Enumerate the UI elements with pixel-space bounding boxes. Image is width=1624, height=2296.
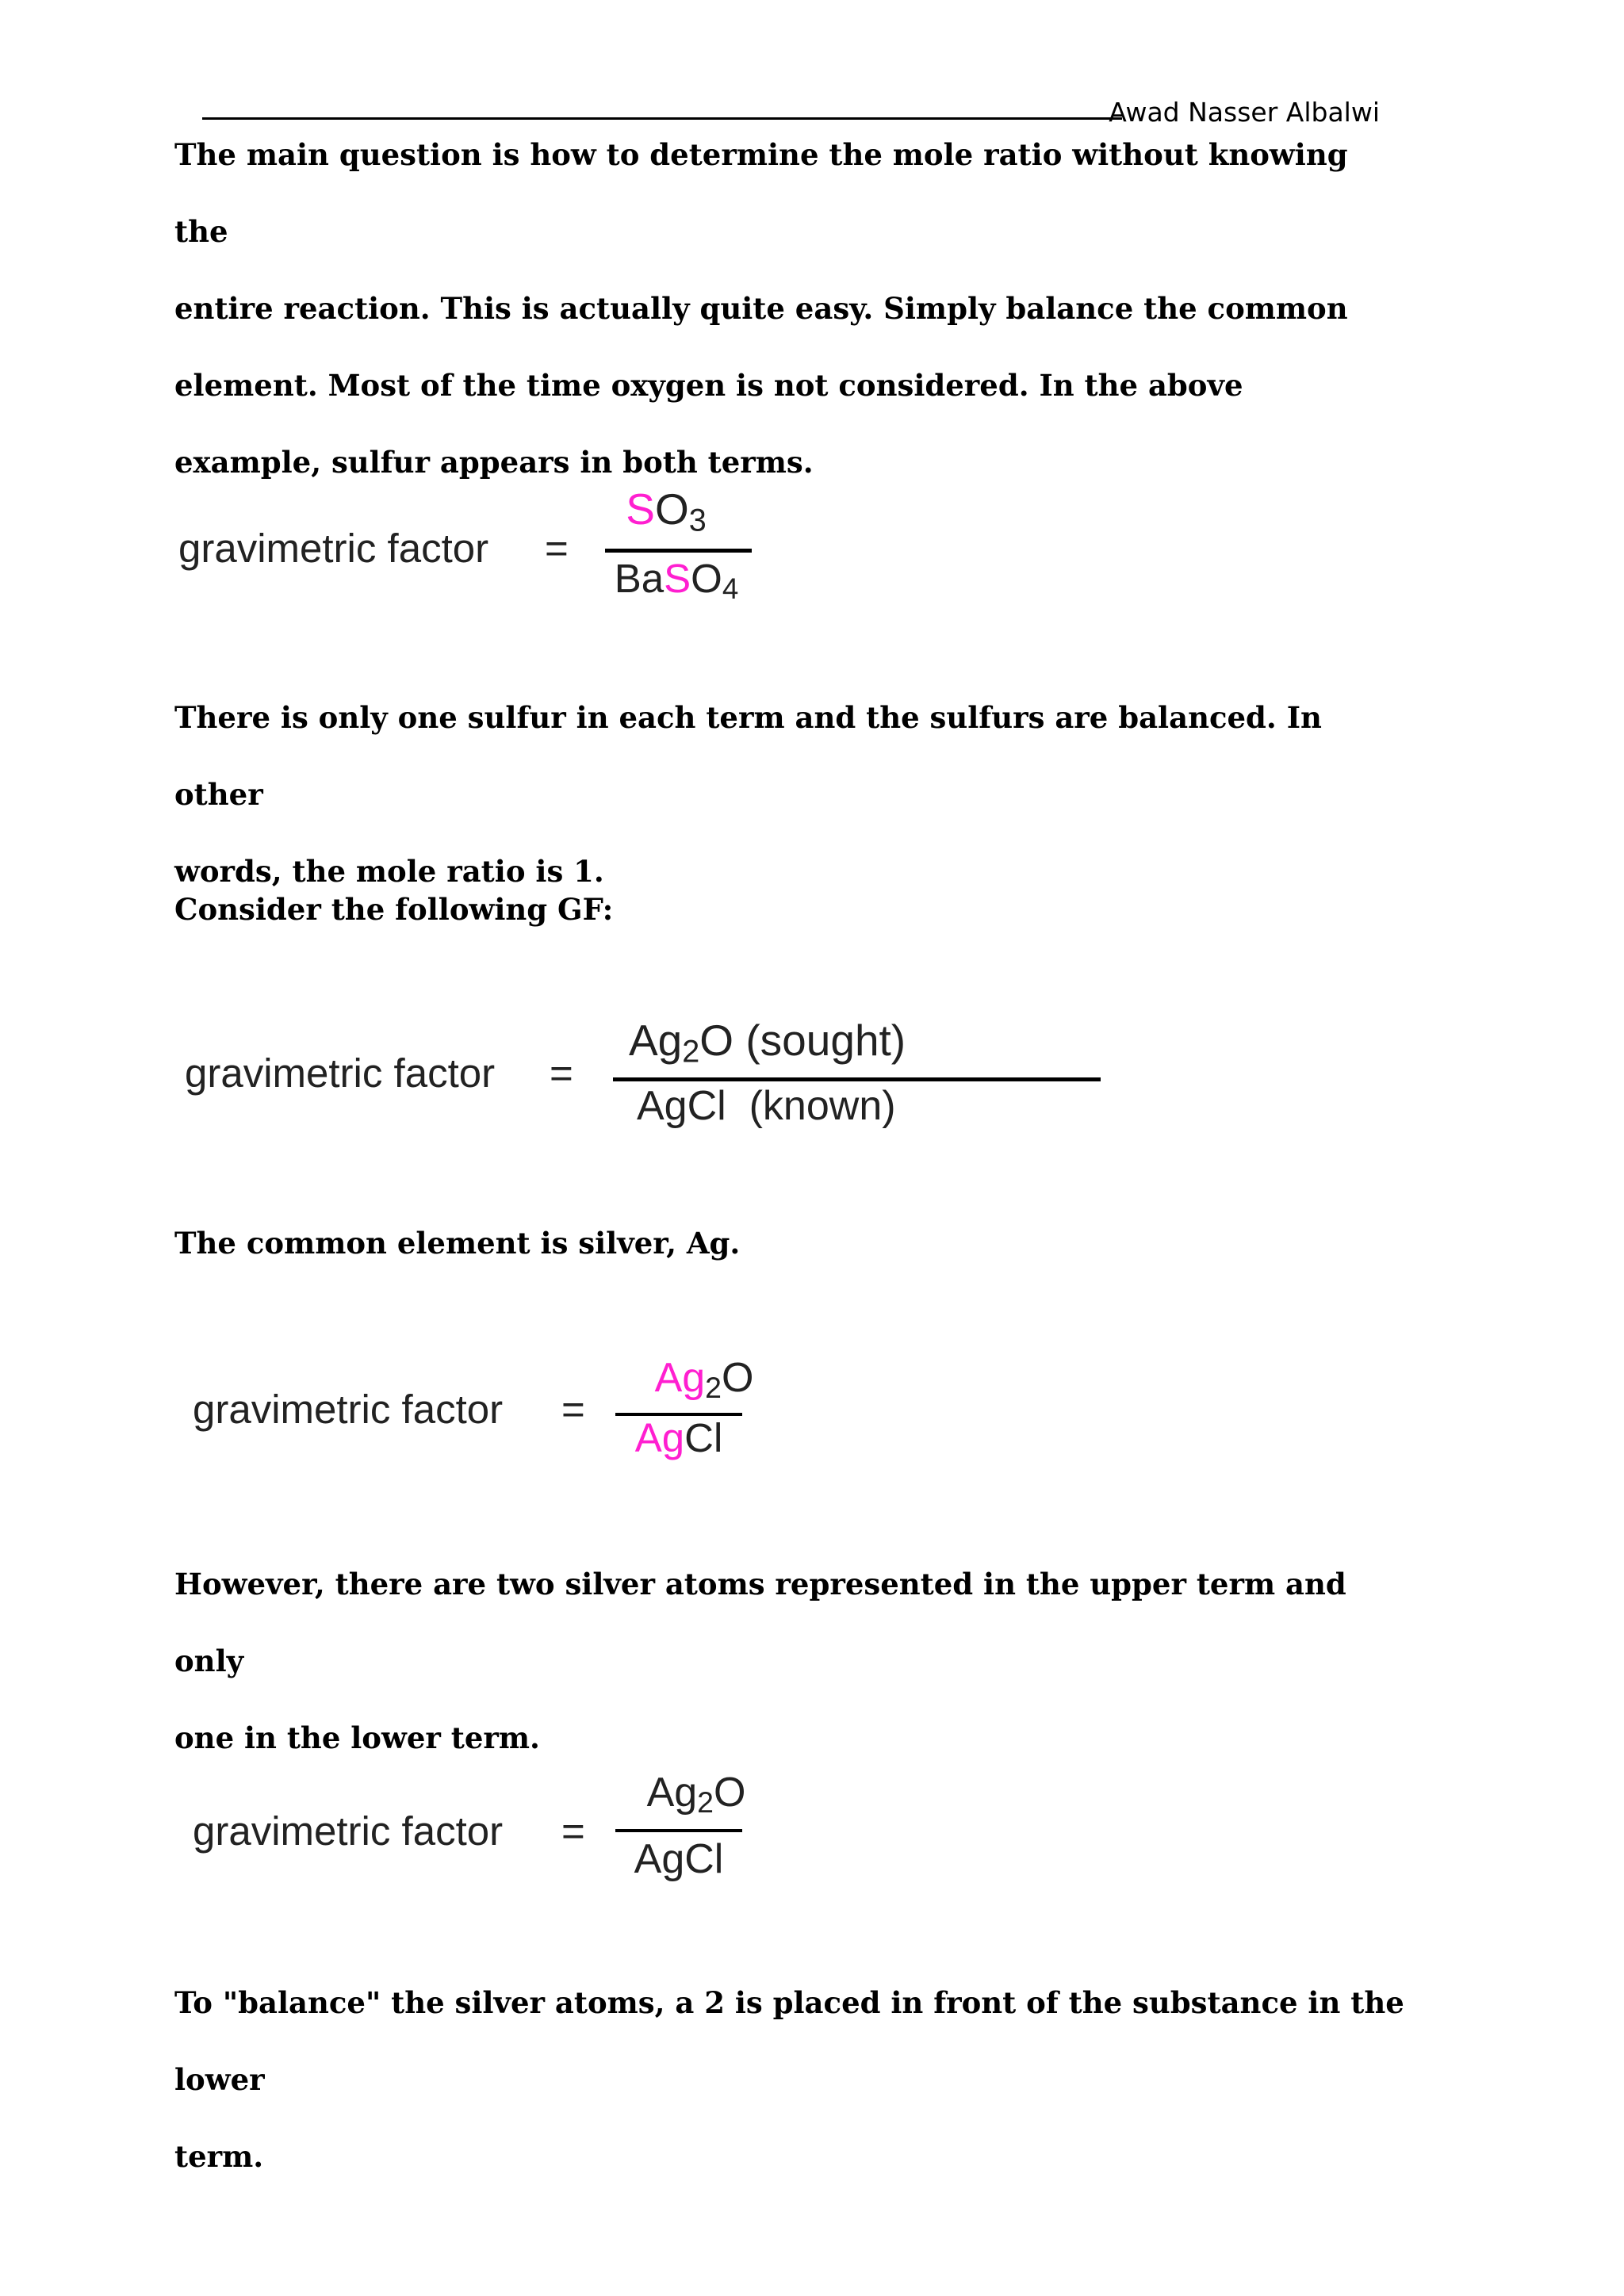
text-line: element. Most of the time oxygen is not considered. In the above bbox=[174, 368, 1243, 403]
text-line: Consider the following GF: bbox=[174, 892, 614, 927]
numerator: $Ag_2O$ (sought) bbox=[629, 1016, 906, 1070]
formula-ag2o-agcl bbox=[193, 1772, 779, 1891]
formula-label: gravimetric factor bbox=[193, 1387, 504, 1432]
paragraph-balance-silver bbox=[174, 1965, 1411, 2195]
formula-ag2o-agcl-highlighted bbox=[193, 1356, 779, 1467]
text-line: The main question is how to determine the mole ratio without knowing the bbox=[174, 137, 1348, 249]
header-author: Awad Nasser Albalwi bbox=[1109, 97, 1380, 128]
text-line: The common element is silver, Ag. bbox=[174, 1226, 741, 1261]
equals-sign: = bbox=[545, 526, 569, 571]
highlight-element: Ag bbox=[654, 1355, 706, 1401]
numerator: $SO_3$ bbox=[626, 484, 707, 538]
formula-ag2o-sought-agcl-known bbox=[185, 1015, 930, 1150]
fraction-bar bbox=[615, 1829, 742, 1832]
highlight-element: S bbox=[664, 556, 691, 601]
text-line: term. bbox=[174, 2139, 264, 2174]
numerator: $Ag_2O$ bbox=[646, 1770, 746, 1820]
formula-label: gravimetric factor bbox=[185, 1050, 496, 1096]
text-line: However, there are two silver atoms represented in the upper term and only bbox=[174, 1567, 1346, 1678]
fraction-bar bbox=[605, 549, 752, 553]
fraction-bar bbox=[613, 1077, 1101, 1081]
denominator: BaSO$_4$ bbox=[614, 556, 739, 606]
formula-so3-baso4 bbox=[178, 484, 765, 618]
text-line: one in the lower term. bbox=[174, 1720, 540, 1755]
text-line: example, sulfur appears in both terms. bbox=[174, 445, 814, 480]
paragraph-two-silver-atoms bbox=[174, 1546, 1411, 1777]
equals-sign: = bbox=[550, 1050, 573, 1096]
equals-sign: = bbox=[561, 1808, 585, 1854]
denominator: AgCl bbox=[634, 1836, 724, 1882]
highlight-element: S bbox=[626, 484, 655, 534]
paragraph-consider bbox=[174, 871, 1411, 948]
denominator: AgCl (known) bbox=[637, 1083, 896, 1129]
paragraph-mole-ratio bbox=[174, 117, 1411, 501]
equals-sign: = bbox=[561, 1387, 585, 1432]
formula-label: gravimetric factor bbox=[193, 1808, 504, 1854]
denominator: AgCl bbox=[634, 1415, 723, 1460]
text-line: entire reaction. This is actually quite easy. Simply balance the common bbox=[174, 291, 1348, 326]
paragraph-common-element bbox=[174, 1205, 1411, 1282]
numerator: $Ag_2O$ bbox=[654, 1355, 754, 1405]
text-line: To "balance" the silver atoms, a 2 is placed in front of the substance in the lower bbox=[174, 1985, 1404, 2097]
text-line: There is only one sulfur in each term and the sulfurs are balanced. In other bbox=[174, 700, 1322, 812]
text-line: words, the mole ratio is 1. bbox=[174, 854, 604, 889]
formula-label: gravimetric factor bbox=[178, 526, 489, 571]
highlight-element: Ag bbox=[634, 1415, 685, 1460]
